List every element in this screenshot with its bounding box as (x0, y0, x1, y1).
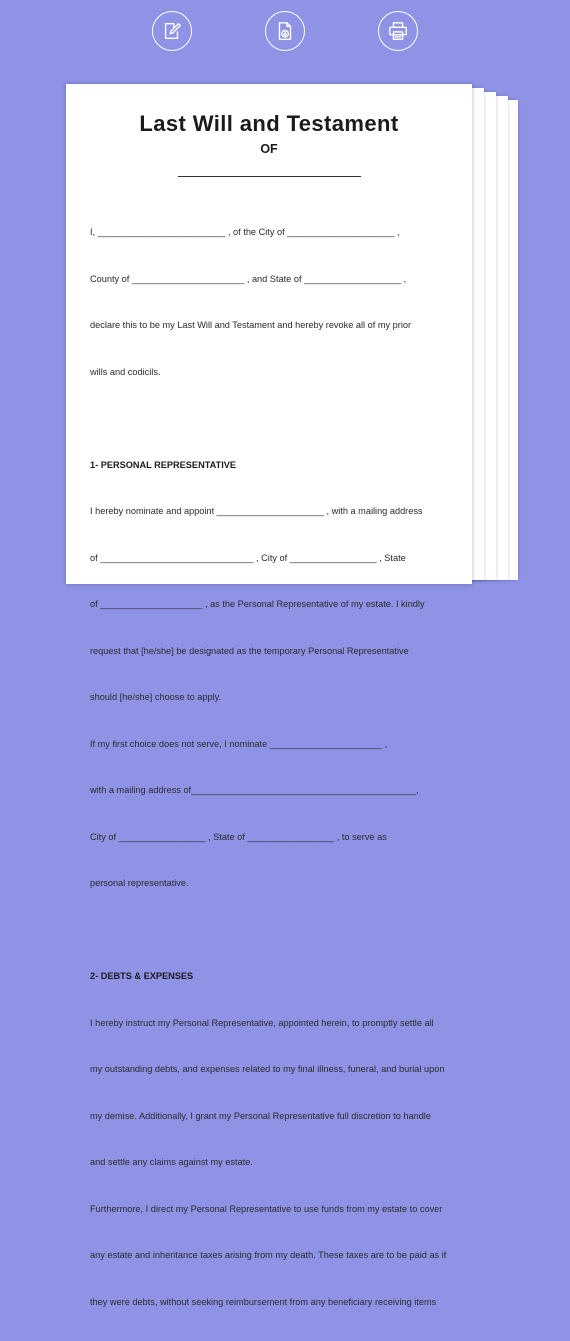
printer-icon[interactable] (378, 11, 418, 51)
intro-line: declare this to be my Last Will and Testament and hereby revoke all of my prior (90, 320, 412, 330)
section1-line: of ______________________________ , City of _________________ , State (90, 552, 406, 563)
section1-line: with a mailing address of____________________________________________, (90, 785, 419, 795)
toolbar (0, 11, 570, 55)
intro-line: County of ______________________ , and State of ___________________ , (90, 273, 407, 284)
section2-line: they were debts, without seeking reimbursement from any beneficiary receiving items (90, 1296, 437, 1307)
section2-line: my demise. Additionally, I grant my Personal Representative full discretion to handle (90, 1110, 431, 1121)
download-document-icon[interactable] (265, 11, 305, 51)
document-body (90, 194, 447, 1341)
section-heading-debts-expenses: 2- DEBTS & EXPENSES (90, 971, 194, 981)
paragraph-gap (90, 411, 442, 427)
section1-line: request that [he/she] be designated as the temporary Personal Representative (90, 645, 409, 656)
section2-line: Furthermore, I direct my Personal Representative to use funds from my estate to cover (90, 1203, 443, 1214)
section1-line: City of _________________ , State of _________________ , to serve as (90, 831, 387, 842)
paragraph-gap (90, 923, 442, 939)
section2-line: any estate and inheritance taxes arising from my death. These taxes are to be paid as if (90, 1250, 447, 1260)
section1-line: personal representative. (90, 878, 189, 888)
intro-line: wills and codicils. (90, 366, 161, 377)
section2-line: I hereby instruct my Personal Representative, appointed herein, to promptly settle all (90, 1017, 434, 1028)
section-heading-personal-representative: 1- PERSONAL REPRESENTATIVE (90, 459, 237, 470)
document-page (66, 84, 472, 1307)
section1-line: should [he/she] choose to apply. (90, 692, 222, 702)
intro-line: I, _________________________ , of the City of _____________________ , (90, 227, 400, 237)
edit-document-icon[interactable] (152, 11, 192, 51)
document-title: Last Will and Testament (139, 111, 399, 136)
section2-line: and settle any claims against my estate. (90, 1157, 253, 1167)
section2-line: my outstanding debts, and expenses related to my final illness, funeral, and burial upon (90, 1064, 445, 1074)
section1-line: I hereby nominate and appoint _____________________ , with a mailing address (90, 506, 423, 516)
section1-line: If my first choice does not serve, I nominate ______________________ , (90, 738, 388, 749)
document-subtitle: OF (260, 142, 278, 156)
name-blank-line (178, 176, 361, 177)
section1-line: of ____________________ , as the Personal Representative of my estate. I kindly (90, 599, 425, 609)
